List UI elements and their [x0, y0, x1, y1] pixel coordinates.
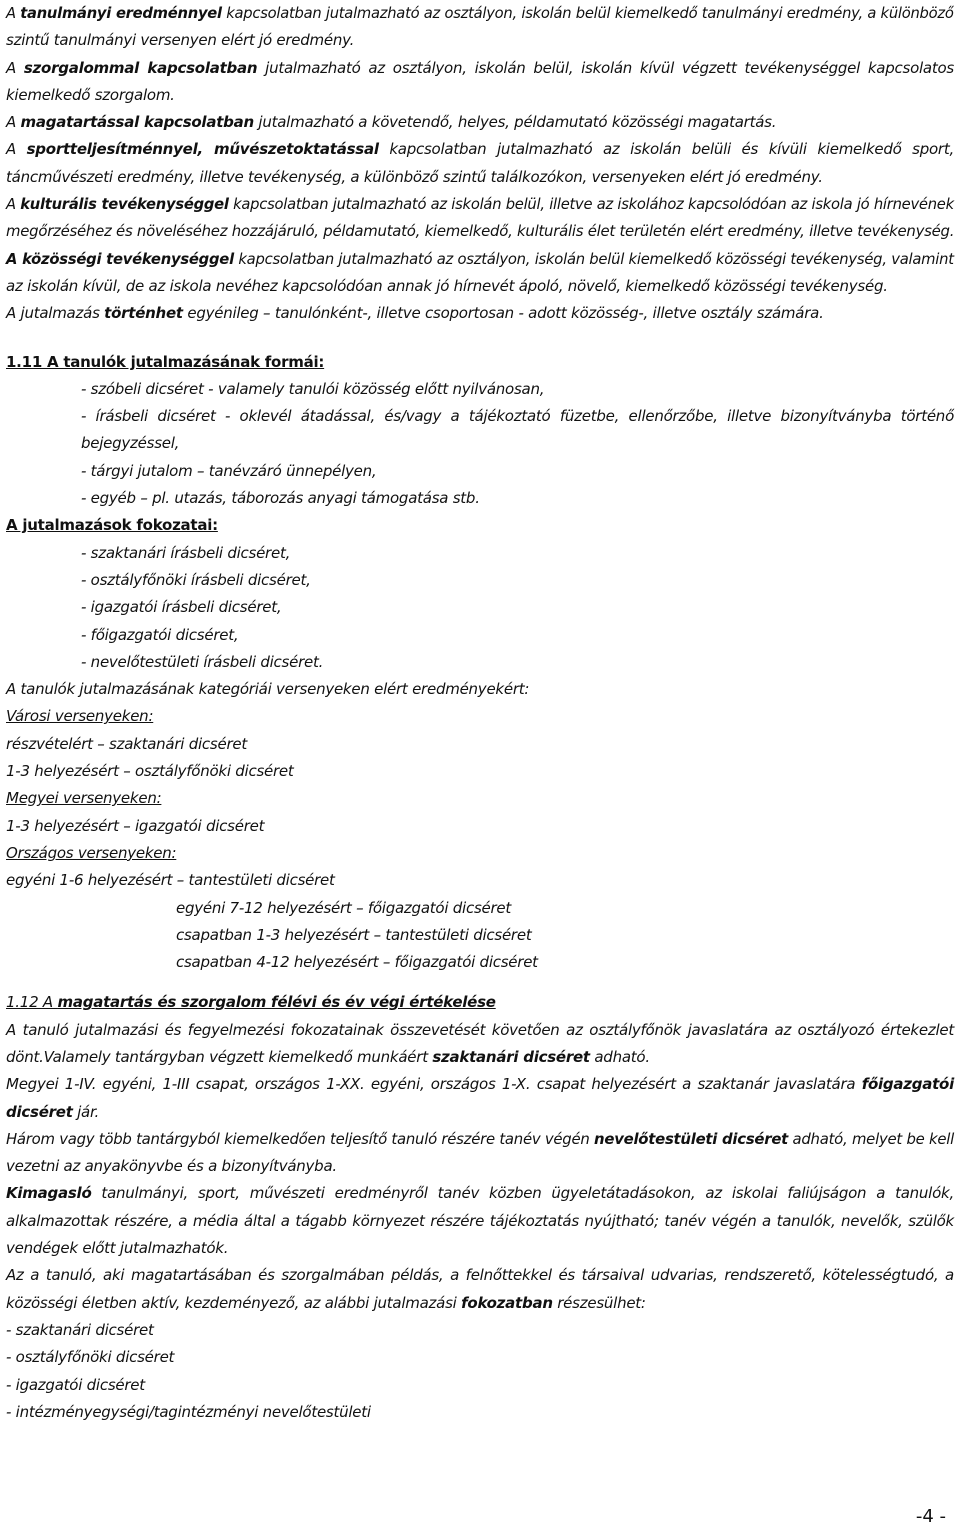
text-line [6, 136, 954, 163]
text-segment: 1.11 A tanulók jutalmazásának formái: [6, 352, 325, 371]
text-segment: A [6, 58, 24, 77]
text-segment: szaktanári dicséret [432, 1047, 590, 1066]
text-line [6, 1071, 954, 1098]
text-segment: 1-3 helyezésért – osztályfőnöki dicséret [6, 762, 294, 781]
text-segment: Városi versenyeken: [6, 707, 154, 726]
text-segment: Országos versenyeken: [6, 843, 177, 862]
text-line [6, 622, 954, 649]
text-segment: - nevelőtestületi írásbeli dicséret. [81, 652, 324, 671]
text-segment: A [6, 195, 21, 214]
text-segment: kulturális tevékenységgel [20, 195, 229, 214]
text-line [6, 164, 954, 191]
text-line [6, 300, 954, 327]
text-segment: szorgalommal kapcsolatban [23, 58, 258, 77]
text-line [6, 1262, 954, 1289]
text-line [6, 1180, 954, 1207]
text-segment: csapatban 4-12 helyezésért – főigazgatói dicséret [176, 953, 538, 972]
text-line [6, 1290, 954, 1317]
text-line [6, 403, 954, 430]
text-segment: részvételért – szaktanári dicséret [6, 734, 247, 753]
text-segment: - intézményegységi/tagintézményi nevelőtestületi [6, 1402, 371, 1421]
text-line [6, 246, 954, 273]
text-segment: vendégek előtt jutalmazhatók. [6, 1239, 229, 1258]
text-segment: egyéni 1-6 helyezésért – tantestületi dicséret [6, 871, 335, 890]
spacer [6, 328, 954, 349]
document-page [6, 0, 954, 1426]
text-segment: - osztályfőnöki írásbeli dicséret, [81, 570, 311, 589]
text-line [6, 813, 954, 840]
text-segment: - osztályfőnöki dicséret [6, 1348, 175, 1367]
text-segment: Megyei 1-IV. egyéni, 1-III csapat, országos 1-XX. egyéni, országos 1-X. csapat helyezésért a szaktanár javaslatára [6, 1075, 862, 1094]
text-line [6, 1017, 954, 1044]
text-segment: jár. [72, 1102, 100, 1121]
text-line [6, 540, 954, 567]
text-segment: kapcsolatban jutalmazható az osztályon, iskolán belül kiemelkedő tanulmányi eredmény, a különböző [221, 4, 954, 22]
text-segment: A jutalmazások fokozatai: [6, 516, 218, 535]
text-line [6, 485, 954, 512]
text-segment: - igazgatói dicséret [6, 1375, 145, 1394]
text-segment: - szóbeli dicséret - valamely tanulói közösség előtt nyilvánosan, [81, 379, 545, 398]
text-line [6, 649, 954, 676]
text-segment: A [6, 113, 21, 132]
text-segment: A tanuló jutalmazási és fegyelmezési fokozatainak összevetését követően az osztályfőnök javaslatára az osztályozó értekezlet [6, 1020, 954, 1039]
text-segment: jutalmazható az osztályon, iskolán belül, iskolán kívül végzett tevékenységgel kapcsolatos [257, 58, 954, 77]
text-line [6, 731, 954, 758]
text-segment: magatartással kapcsolatban [20, 113, 254, 132]
text-line [6, 1235, 954, 1262]
text-segment: tanulmányi, sport, művészeti eredményről tanév közben ügyeletátadásokon, az iskolai faliújságon a tanulók, [91, 1184, 954, 1203]
text-line [6, 1372, 954, 1399]
section-heading [6, 349, 954, 376]
text-segment: - főigazgatói dicséret, [81, 625, 239, 644]
text-line [6, 567, 954, 594]
text-line [6, 949, 954, 976]
text-segment: megőrzéséhez és növeléséhez hozzájáruló, példamutató, kiemelkedő, kulturális élet területén elért eredmény, illetve tevékenység. [6, 222, 955, 241]
text-segment: - tárgyi jutalom – tanévzáró ünnepélyen, [81, 461, 377, 480]
text-segment: A [6, 140, 27, 159]
text-line [6, 458, 954, 485]
text-segment: dönt.Valamely tantárgyban végzett kiemelkedő munkáért [6, 1047, 433, 1066]
text-segment: A tanulók jutalmazásának kategóriái versenyeken elért eredményekért: [6, 680, 530, 699]
text-segment: A jutalmazás [6, 304, 105, 323]
text-line [6, 55, 954, 82]
text-segment: kapcsolatban jutalmazható az iskolán belül, illetve az iskolához kapcsolódóan az iskola jó hírnevének [228, 195, 954, 214]
text-line [6, 1208, 954, 1235]
text-segment: 1-3 helyezésért – igazgatói dicséret [6, 816, 265, 835]
text-line [6, 703, 954, 730]
text-segment: az iskolán kívül, de az iskola nevéhez kapcsolódóan annak jó hírnevét ápoló, növelő, kiemelkedő közösségi tevékenység. [6, 276, 888, 295]
text-line [6, 82, 954, 109]
text-line [6, 109, 954, 136]
text-line [6, 1044, 954, 1071]
section-heading [6, 512, 954, 539]
text-segment: kapcsolatban jutalmazható az iskolán belüli és kívüli kiemelkedő sport, [378, 140, 954, 159]
text-segment: magatartás és szorgalom félévi és év végi értékelése [57, 993, 496, 1012]
text-segment: főigazgatói [861, 1075, 954, 1094]
text-segment: adható, melyet be kell [788, 1129, 955, 1148]
text-segment: dicséret [6, 1102, 73, 1121]
text-segment: kiemelkedő szorgalom. [6, 85, 175, 104]
text-segment: nevelőtestületi dicséret [594, 1129, 789, 1148]
text-segment: egyénileg – tanulónként-, illetve csoportosan - adott közösség-, illetve osztály számára. [182, 304, 824, 323]
text-line [6, 1399, 954, 1426]
text-line [6, 922, 954, 949]
text-line [6, 430, 954, 457]
text-line [6, 376, 954, 403]
text-segment: kapcsolatban jutalmazható az osztályon, iskolán belül kiemelkedő közösségi tevékenység, valamint [233, 249, 954, 268]
text-segment: Megyei versenyeken: [6, 789, 162, 808]
text-line [6, 27, 954, 54]
text-segment: történhet [104, 304, 183, 323]
text-segment: Három vagy több tantárgyból kiemelkedően teljesítő tanuló részére tanév végén [6, 1129, 595, 1148]
text-line [6, 273, 954, 300]
text-line [6, 0, 954, 27]
text-segment: Az a tanuló, aki magatartásában és szorgalmában példás, a felnőttekkel és társaival udvarias, rendszerető, kötelességtudó, a [6, 1266, 954, 1285]
text-segment: - írásbeli dicséret - oklevél átadással, és/vagy a tájékoztató füzetbe, ellenőrzőbe, illetve bizonyítványba történő [81, 407, 954, 426]
text-segment: csapatban 1-3 helyezésért – tantestületi dicséret [176, 925, 532, 944]
text-segment: tanulmányi eredménnyel [20, 4, 222, 22]
text-line [6, 989, 954, 1016]
text-line [6, 867, 954, 894]
text-segment: alkalmazottak részére, a média által a tágabb környezet részére tájékoztatás nyújtható; tanév végén a tanulók, nevelők, szülők [6, 1211, 954, 1230]
text-segment: - szaktanári írásbeli dicséret, [81, 543, 291, 562]
text-segment: A közösségi tevékenységgel [6, 249, 234, 268]
text-line [6, 1344, 954, 1371]
text-line [6, 1099, 954, 1126]
text-segment: sportteljesítménnyel, művészetoktatással [26, 140, 379, 159]
text-segment: bejegyzéssel, [81, 434, 180, 453]
text-line [6, 840, 954, 867]
text-segment: fokozatban [461, 1293, 553, 1312]
text-segment: - egyéb – pl. utazás, táborozás anyagi támogatása stb. [81, 489, 480, 508]
text-segment: - szaktanári dicséret [6, 1320, 154, 1339]
text-segment: egyéni 7-12 helyezésért – főigazgatói dicséret [176, 898, 512, 917]
text-segment: - igazgatói írásbeli dicséret, [81, 598, 282, 617]
text-segment: szintű tanulmányi versenyen elért jó eredmény. [6, 31, 355, 50]
text-segment: vezetni az anyakönyvbe és a bizonyítványba. [6, 1157, 337, 1176]
text-line [6, 191, 954, 218]
text-line [6, 1153, 954, 1180]
text-segment: A [6, 4, 21, 22]
text-segment: 1.12 A [6, 993, 58, 1012]
text-line [6, 676, 954, 703]
text-segment: adható. [589, 1047, 650, 1066]
page-number: -4 - [915, 1506, 946, 1527]
text-segment: jutalmazható a követendő, helyes, példamutató közösségi magatartás. [253, 113, 777, 132]
text-line [6, 1317, 954, 1344]
text-segment: részesülhet: [552, 1293, 646, 1312]
text-line [6, 1126, 955, 1153]
spacer [6, 976, 954, 989]
text-line [6, 218, 955, 245]
text-line [6, 895, 954, 922]
text-line [6, 785, 954, 812]
text-line [6, 758, 954, 785]
text-segment: Kimagasló [6, 1184, 92, 1203]
text-segment: táncművészeti eredmény, illetve tevékenység, a különböző szintű találkozókon, versenyeken elért jó eredmény. [6, 167, 823, 186]
text-line [6, 594, 954, 621]
text-segment: közösségi életben aktív, kezdeményező, az alábbi jutalmazási [6, 1293, 462, 1312]
